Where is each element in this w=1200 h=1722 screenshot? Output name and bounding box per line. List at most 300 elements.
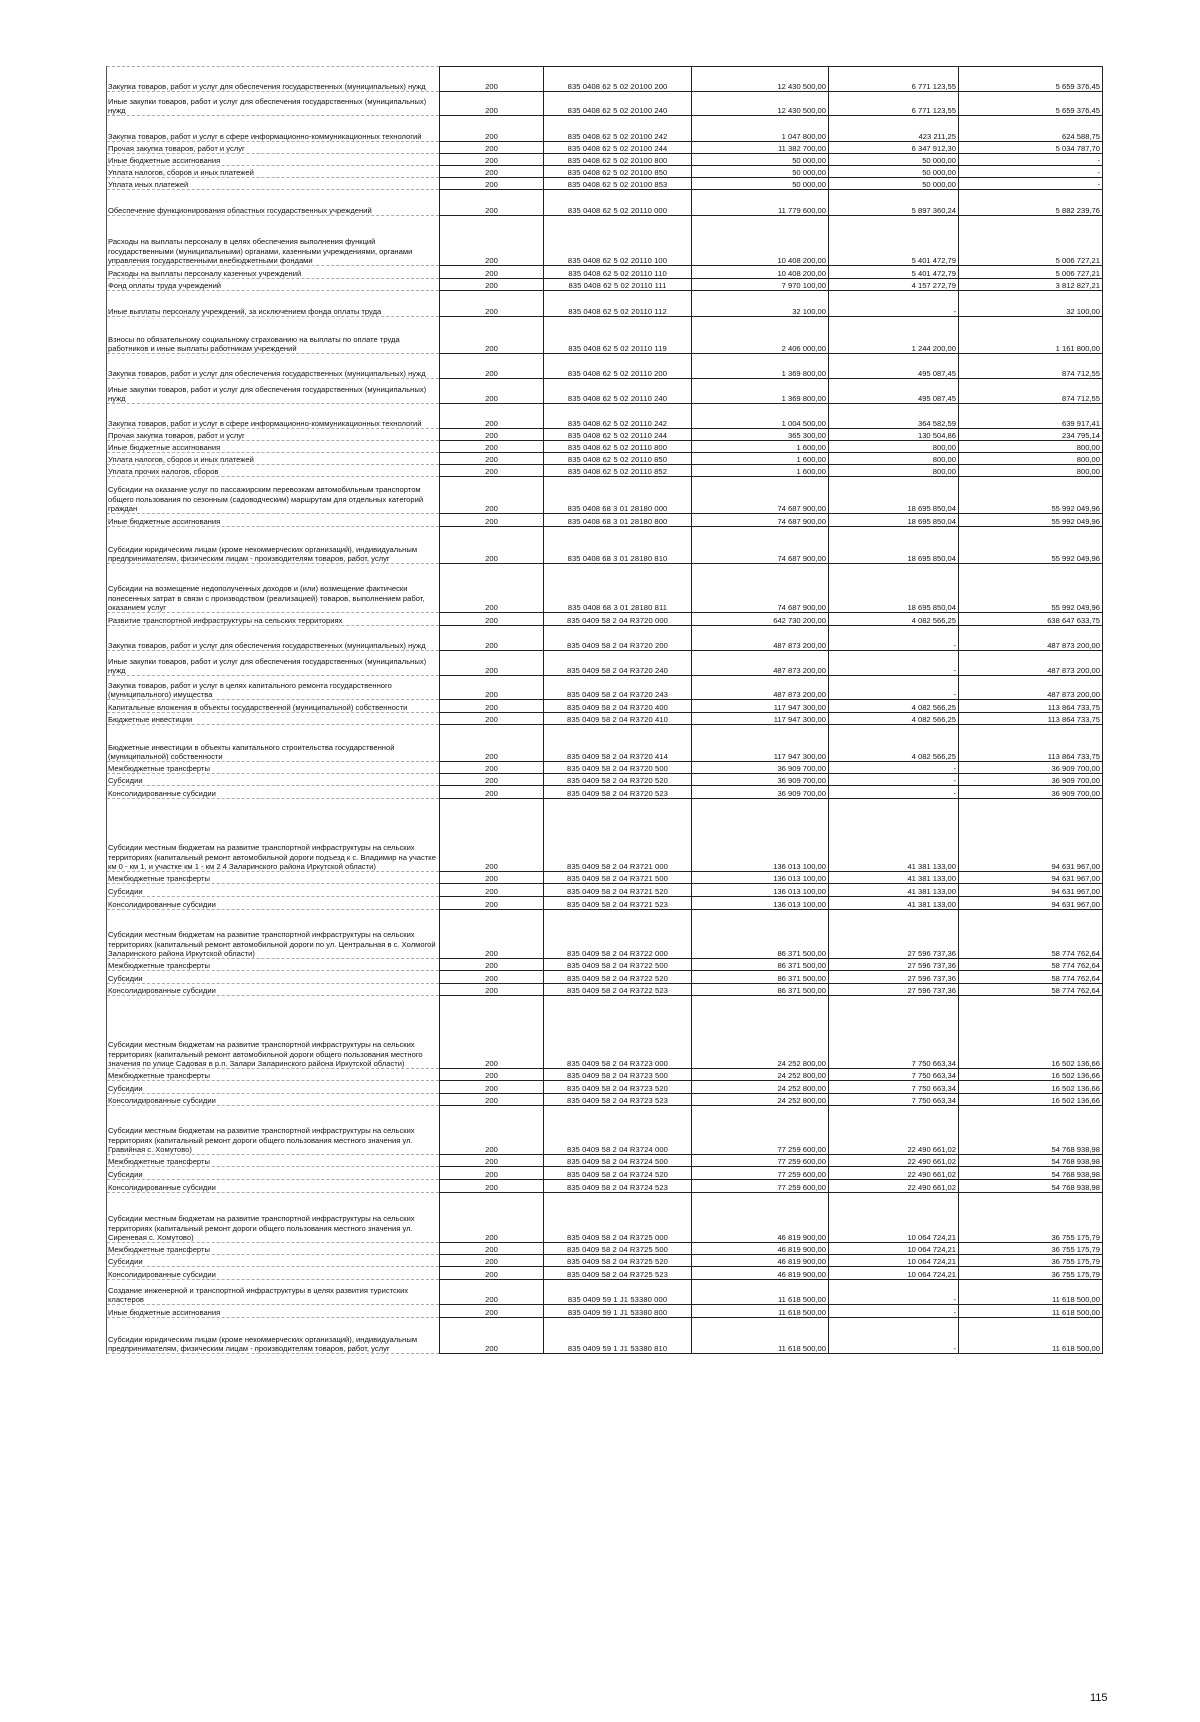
row-unexecuted: 54 768 938,98 — [959, 1155, 1103, 1167]
row-approved: 36 909 700,00 — [692, 774, 829, 786]
row-executed: - — [829, 651, 959, 676]
row-approved: 74 687 900,00 — [692, 477, 829, 514]
row-line-code: 200 — [440, 1318, 544, 1354]
row-executed: 18 695 850,04 — [829, 514, 959, 527]
row-budget-class: 835 0408 62 5 02 20110 111 — [544, 279, 692, 291]
table-row — [107, 67, 1103, 92]
row-unexecuted: 58 774 762,64 — [959, 910, 1103, 959]
row-line-code: 200 — [440, 725, 544, 762]
row-approved: 11 382 700,00 — [692, 142, 829, 154]
table-row — [107, 1255, 1103, 1267]
table-row — [107, 1180, 1103, 1193]
row-budget-class: 835 0408 62 5 02 20110 119 — [544, 317, 692, 354]
table-row — [107, 971, 1103, 984]
row-approved: 74 687 900,00 — [692, 564, 829, 613]
row-executed: 22 490 661,02 — [829, 1180, 959, 1193]
row-approved: 46 819 900,00 — [692, 1267, 829, 1280]
row-unexecuted: 55 992 049,96 — [959, 477, 1103, 514]
row-budget-class: 835 0409 59 1 J1 53380 810 — [544, 1318, 692, 1354]
row-budget-class: 835 0409 59 1 J1 53380 000 — [544, 1280, 692, 1305]
row-name: Межбюджетные трансферты — [107, 1243, 440, 1255]
row-budget-class: 835 0408 68 3 01 28180 811 — [544, 564, 692, 613]
row-budget-class: 835 0408 62 5 02 20110 850 — [544, 453, 692, 465]
row-executed: 22 490 661,02 — [829, 1106, 959, 1155]
row-unexecuted: 3 812 827,21 — [959, 279, 1103, 291]
row-unexecuted: 113 864 733,75 — [959, 700, 1103, 713]
row-approved: 77 259 600,00 — [692, 1167, 829, 1180]
row-name: Расходы на выплаты персоналу в целях обеспечения выполнения функций государственными (муниципальными) органами, казенными учреждениями, органами управления государственными внебюджетными фондами — [107, 216, 440, 266]
row-unexecuted: 874 712,55 — [959, 354, 1103, 379]
row-approved: 117 947 300,00 — [692, 713, 829, 725]
row-approved: 1 600,00 — [692, 441, 829, 453]
row-budget-class: 835 0409 58 2 04 R3720 240 — [544, 651, 692, 676]
row-executed: - — [829, 786, 959, 799]
row-name: Межбюджетные трансферты — [107, 762, 440, 774]
row-line-code: 200 — [440, 1081, 544, 1094]
row-line-code: 200 — [440, 1069, 544, 1081]
row-line-code: 200 — [440, 1280, 544, 1305]
row-unexecuted: 5 659 376,45 — [959, 92, 1103, 116]
row-budget-class: 835 0408 62 5 02 20100 200 — [544, 67, 692, 92]
table-row — [107, 477, 1103, 514]
row-unexecuted: 11 618 500,00 — [959, 1305, 1103, 1318]
row-name: Субсидии — [107, 971, 440, 984]
row-budget-class: 835 0409 58 2 04 R3720 523 — [544, 786, 692, 799]
row-unexecuted: 58 774 762,64 — [959, 984, 1103, 996]
row-budget-class: 835 0408 62 5 02 20110 852 — [544, 465, 692, 477]
row-unexecuted: 800,00 — [959, 453, 1103, 465]
table-row — [107, 216, 1103, 266]
row-unexecuted: 94 631 967,00 — [959, 884, 1103, 897]
row-executed: 18 695 850,04 — [829, 527, 959, 564]
row-approved: 46 819 900,00 — [692, 1193, 829, 1243]
row-budget-class: 835 0409 58 2 04 R3721 523 — [544, 897, 692, 910]
row-executed: 4 157 272,79 — [829, 279, 959, 291]
table-row — [107, 441, 1103, 453]
row-executed: - — [829, 1280, 959, 1305]
row-approved: 365 300,00 — [692, 429, 829, 441]
row-executed: 27 596 737,36 — [829, 910, 959, 959]
row-approved: 487 873 200,00 — [692, 676, 829, 700]
row-line-code: 200 — [440, 216, 544, 266]
row-line-code: 200 — [440, 429, 544, 441]
row-approved: 77 259 600,00 — [692, 1106, 829, 1155]
row-budget-class: 835 0409 58 2 04 R3724 523 — [544, 1180, 692, 1193]
table-row — [107, 1155, 1103, 1167]
row-executed: 7 750 663,34 — [829, 1081, 959, 1094]
row-executed: 7 750 663,34 — [829, 1094, 959, 1106]
row-name: Взносы по обязательному социальному страхованию на выплаты по оплате труда работников и иные выплаты работникам учреждений — [107, 317, 440, 354]
table-row — [107, 564, 1103, 613]
row-name: Закупка товаров, работ и услуг в целях капитального ремонта государственного (муниципального) имущества — [107, 676, 440, 700]
row-budget-class: 835 0408 62 5 02 20110 244 — [544, 429, 692, 441]
row-line-code: 200 — [440, 166, 544, 178]
row-line-code: 200 — [440, 762, 544, 774]
row-executed: 41 381 133,00 — [829, 897, 959, 910]
row-budget-class: 835 0409 58 2 04 R3720 400 — [544, 700, 692, 713]
row-unexecuted: 16 502 136,66 — [959, 1094, 1103, 1106]
row-name: Межбюджетные трансферты — [107, 1069, 440, 1081]
table-row — [107, 92, 1103, 116]
row-name: Субсидии на возмещение недополученных доходов и (или) возмещение фактически понесенных затрат в связи с производством (реализацией) товаров, выполнением работ, оказанием услуг — [107, 564, 440, 613]
row-name: Закупка товаров, работ и услуг для обеспечения государственных (муниципальных) нужд — [107, 67, 440, 92]
row-budget-class: 835 0409 58 2 04 R3721 520 — [544, 884, 692, 897]
row-executed: 800,00 — [829, 453, 959, 465]
row-line-code: 200 — [440, 116, 544, 142]
row-name: Прочая закупка товаров, работ и услуг — [107, 142, 440, 154]
row-executed: 41 381 133,00 — [829, 872, 959, 884]
row-name: Иные выплаты персоналу учреждений, за исключением фонда оплаты труда — [107, 291, 440, 317]
row-line-code: 200 — [440, 453, 544, 465]
row-name: Бюджетные инвестиции в объекты капитального строительства государственной (муниципальной) собственности — [107, 725, 440, 762]
row-executed: 50 000,00 — [829, 166, 959, 178]
row-name: Консолидированные субсидии — [107, 1180, 440, 1193]
table-row — [107, 404, 1103, 429]
row-budget-class: 835 0408 62 5 02 20100 853 — [544, 178, 692, 190]
row-budget-class: 835 0409 58 2 04 R3720 520 — [544, 774, 692, 786]
table-row — [107, 1167, 1103, 1180]
row-approved: 86 371 500,00 — [692, 971, 829, 984]
row-approved: 46 819 900,00 — [692, 1255, 829, 1267]
row-line-code: 200 — [440, 1155, 544, 1167]
table-row — [107, 514, 1103, 527]
table-row — [107, 190, 1103, 216]
row-budget-class: 835 0408 62 5 02 20110 000 — [544, 190, 692, 216]
row-name: Расходы на выплаты персоналу казенных учреждений — [107, 266, 440, 279]
page-number: 115 — [1090, 1692, 1108, 1704]
row-approved: 11 779 600,00 — [692, 190, 829, 216]
row-approved: 24 252 800,00 — [692, 1094, 829, 1106]
row-budget-class: 835 0408 62 5 02 20110 200 — [544, 354, 692, 379]
row-budget-class: 835 0408 68 3 01 28180 800 — [544, 514, 692, 527]
row-executed: 27 596 737,36 — [829, 971, 959, 984]
row-unexecuted: 5 006 727,21 — [959, 216, 1103, 266]
row-approved: 1 369 800,00 — [692, 354, 829, 379]
row-name: Развитие транспортной инфраструктуры на сельских территориях — [107, 613, 440, 626]
row-name: Консолидированные субсидии — [107, 984, 440, 996]
row-line-code: 200 — [440, 626, 544, 651]
row-executed: 22 490 661,02 — [829, 1155, 959, 1167]
row-unexecuted: - — [959, 166, 1103, 178]
row-name: Субсидии юридическим лицам (кроме некоммерческих организаций), индивидуальным предпринимателям, физическим лицам - производителям товаров, работ, услуг — [107, 1318, 440, 1354]
row-name: Уплата прочих налогов, сборов — [107, 465, 440, 477]
row-unexecuted: - — [959, 154, 1103, 166]
row-budget-class: 835 0409 58 2 04 R3721 500 — [544, 872, 692, 884]
row-unexecuted: 5 659 376,45 — [959, 67, 1103, 92]
table-row — [107, 626, 1103, 651]
row-budget-class: 835 0409 58 2 04 R3720 200 — [544, 626, 692, 651]
table-row — [107, 279, 1103, 291]
row-approved: 77 259 600,00 — [692, 1155, 829, 1167]
table-row — [107, 786, 1103, 799]
row-executed: 495 087,45 — [829, 379, 959, 404]
row-name: Субсидии — [107, 1167, 440, 1180]
row-line-code: 200 — [440, 1305, 544, 1318]
row-line-code: 200 — [440, 92, 544, 116]
row-executed: 4 082 566,25 — [829, 725, 959, 762]
row-approved: 10 408 200,00 — [692, 266, 829, 279]
row-budget-class: 835 0408 62 5 02 20110 242 — [544, 404, 692, 429]
row-unexecuted: 36 755 175,79 — [959, 1255, 1103, 1267]
row-executed: 10 064 724,21 — [829, 1193, 959, 1243]
row-name: Иные закупки товаров, работ и услуг для обеспечения государственных (муниципальных) нужд — [107, 92, 440, 116]
row-executed: - — [829, 291, 959, 317]
row-line-code: 200 — [440, 564, 544, 613]
table-row — [107, 1280, 1103, 1305]
row-name: Уплата налогов, сборов и иных платежей — [107, 166, 440, 178]
row-unexecuted: 94 631 967,00 — [959, 872, 1103, 884]
row-line-code: 200 — [440, 379, 544, 404]
row-budget-class: 835 0409 58 2 04 R3722 500 — [544, 959, 692, 971]
row-approved: 12 430 500,00 — [692, 92, 829, 116]
row-name: Фонд оплаты труда учреждений — [107, 279, 440, 291]
row-name: Межбюджетные трансферты — [107, 872, 440, 884]
row-budget-class: 835 0409 58 2 04 R3724 520 — [544, 1167, 692, 1180]
row-approved: 32 100,00 — [692, 291, 829, 317]
row-budget-class: 835 0409 58 2 04 R3725 500 — [544, 1243, 692, 1255]
row-approved: 74 687 900,00 — [692, 514, 829, 527]
row-unexecuted: 55 992 049,96 — [959, 564, 1103, 613]
row-line-code: 200 — [440, 514, 544, 527]
row-line-code: 200 — [440, 317, 544, 354]
table-row — [107, 166, 1103, 178]
row-budget-class: 835 0408 62 5 02 20110 800 — [544, 441, 692, 453]
row-name: Иные бюджетные ассигнования — [107, 1305, 440, 1318]
row-unexecuted: 800,00 — [959, 465, 1103, 477]
table-row — [107, 1305, 1103, 1318]
table-row — [107, 317, 1103, 354]
row-budget-class: 835 0409 58 2 04 R3720 000 — [544, 613, 692, 626]
row-unexecuted: 11 618 500,00 — [959, 1280, 1103, 1305]
row-line-code: 200 — [440, 1243, 544, 1255]
row-executed: 27 596 737,36 — [829, 984, 959, 996]
row-line-code: 200 — [440, 713, 544, 725]
row-approved: 117 947 300,00 — [692, 725, 829, 762]
row-executed: 4 082 566,25 — [829, 700, 959, 713]
table-row — [107, 1243, 1103, 1255]
row-approved: 11 618 500,00 — [692, 1305, 829, 1318]
row-name: Обеспечение функционирования областных государственных учреждений — [107, 190, 440, 216]
row-unexecuted: 58 774 762,64 — [959, 971, 1103, 984]
table-row — [107, 1069, 1103, 1081]
row-unexecuted: 36 755 175,79 — [959, 1243, 1103, 1255]
row-approved: 136 013 100,00 — [692, 897, 829, 910]
row-executed: 22 490 661,02 — [829, 1167, 959, 1180]
row-budget-class: 835 0408 62 5 02 20100 850 — [544, 166, 692, 178]
table-row — [107, 178, 1103, 190]
row-name: Субсидии местным бюджетам на развитие транспортной инфраструктуры на сельских территориях (капитальный ремонт дороги общего пользования местного значения ул. Сиреневая с. Хомутово) — [107, 1193, 440, 1243]
row-line-code: 200 — [440, 291, 544, 317]
row-unexecuted: 5 882 239,76 — [959, 190, 1103, 216]
row-budget-class: 835 0409 58 2 04 R3723 000 — [544, 996, 692, 1069]
table-row — [107, 291, 1103, 317]
row-line-code: 200 — [440, 266, 544, 279]
row-line-code: 200 — [440, 910, 544, 959]
row-line-code: 200 — [440, 142, 544, 154]
row-name: Субсидии — [107, 1081, 440, 1094]
row-executed: 6 771 123,55 — [829, 67, 959, 92]
table-row — [107, 379, 1103, 404]
row-unexecuted: 94 631 967,00 — [959, 799, 1103, 872]
row-name: Субсидии — [107, 1255, 440, 1267]
row-name: Межбюджетные трансферты — [107, 959, 440, 971]
table-body — [107, 67, 1103, 1354]
row-name: Закупка товаров, работ и услуг для обеспечения государственных (муниципальных) нужд — [107, 354, 440, 379]
row-line-code: 200 — [440, 799, 544, 872]
row-line-code: 200 — [440, 984, 544, 996]
row-budget-class: 835 0409 58 2 04 R3724 500 — [544, 1155, 692, 1167]
row-executed: 6 347 912,30 — [829, 142, 959, 154]
row-name: Создание инженерной и транспортной инфраструктуры в целях развития туристских кластеров — [107, 1280, 440, 1305]
row-approved: 487 873 200,00 — [692, 626, 829, 651]
row-line-code: 200 — [440, 884, 544, 897]
table-row — [107, 872, 1103, 884]
row-line-code: 200 — [440, 651, 544, 676]
row-budget-class: 835 0409 58 2 04 R3725 520 — [544, 1255, 692, 1267]
row-approved: 24 252 800,00 — [692, 996, 829, 1069]
row-name: Субсидии на оказание услуг по пассажирским перевозкам автомобильным транспортом общего пользования по сезонным (садоводческим) маршрутам для отдельных категорий граждан — [107, 477, 440, 514]
row-executed: 41 381 133,00 — [829, 884, 959, 897]
row-budget-class: 835 0408 62 5 02 20100 800 — [544, 154, 692, 166]
row-approved: 46 819 900,00 — [692, 1243, 829, 1255]
row-unexecuted: 234 795,14 — [959, 429, 1103, 441]
row-unexecuted: 16 502 136,66 — [959, 996, 1103, 1069]
row-unexecuted: 36 755 175,79 — [959, 1267, 1103, 1280]
row-approved: 86 371 500,00 — [692, 984, 829, 996]
row-budget-class: 835 0408 62 5 02 20110 110 — [544, 266, 692, 279]
row-unexecuted: 58 774 762,64 — [959, 959, 1103, 971]
row-executed: - — [829, 762, 959, 774]
row-unexecuted: 16 502 136,66 — [959, 1069, 1103, 1081]
row-budget-class: 835 0409 58 2 04 R3724 000 — [544, 1106, 692, 1155]
row-approved: 642 730 200,00 — [692, 613, 829, 626]
row-executed: 1 244 200,00 — [829, 317, 959, 354]
row-name: Прочая закупка товаров, работ и услуг — [107, 429, 440, 441]
table-row — [107, 613, 1103, 626]
row-budget-class: 835 0409 58 2 04 R3721 000 — [544, 799, 692, 872]
row-budget-class: 835 0409 58 2 04 R3720 414 — [544, 725, 692, 762]
row-line-code: 200 — [440, 67, 544, 92]
table-row — [107, 884, 1103, 897]
row-unexecuted: 16 502 136,66 — [959, 1081, 1103, 1094]
row-name: Субсидии местным бюджетам на развитие транспортной инфраструктуры на сельских территориях (капитальный ремонт автомобильной дороги по ул. Центральная в с. Холмогой Заларинского района Иркутской области) — [107, 910, 440, 959]
row-name: Иные бюджетные ассигнования — [107, 441, 440, 453]
row-approved: 11 618 500,00 — [692, 1318, 829, 1354]
row-executed: 5 401 472,79 — [829, 216, 959, 266]
row-approved: 2 406 000,00 — [692, 317, 829, 354]
row-approved: 12 430 500,00 — [692, 67, 829, 92]
row-unexecuted: 54 768 938,98 — [959, 1167, 1103, 1180]
row-name: Консолидированные субсидии — [107, 897, 440, 910]
row-budget-class: 835 0409 58 2 04 R3720 500 — [544, 762, 692, 774]
table-row — [107, 713, 1103, 725]
row-approved: 1 600,00 — [692, 453, 829, 465]
row-unexecuted: 94 631 967,00 — [959, 897, 1103, 910]
row-approved: 136 013 100,00 — [692, 884, 829, 897]
table-row — [107, 762, 1103, 774]
row-unexecuted: 874 712,55 — [959, 379, 1103, 404]
row-approved: 1 004 500,00 — [692, 404, 829, 429]
row-budget-class: 835 0409 58 2 04 R3722 520 — [544, 971, 692, 984]
row-line-code: 200 — [440, 971, 544, 984]
table-row — [107, 774, 1103, 786]
row-line-code: 200 — [440, 154, 544, 166]
row-name: Иные закупки товаров, работ и услуг для обеспечения государственных (муниципальных) нужд — [107, 379, 440, 404]
row-approved: 117 947 300,00 — [692, 700, 829, 713]
row-budget-class: 835 0409 58 2 04 R3720 410 — [544, 713, 692, 725]
row-executed: 4 082 566,25 — [829, 713, 959, 725]
row-line-code: 200 — [440, 465, 544, 477]
row-unexecuted: 36 909 700,00 — [959, 786, 1103, 799]
row-name: Консолидированные субсидии — [107, 786, 440, 799]
row-unexecuted: 800,00 — [959, 441, 1103, 453]
row-unexecuted: 55 992 049,96 — [959, 527, 1103, 564]
row-approved: 7 970 100,00 — [692, 279, 829, 291]
row-approved: 36 909 700,00 — [692, 762, 829, 774]
row-budget-class: 835 0408 68 3 01 28180 000 — [544, 477, 692, 514]
table-row — [107, 142, 1103, 154]
row-unexecuted: - — [959, 178, 1103, 190]
row-line-code: 200 — [440, 996, 544, 1069]
row-name: Уплата налогов, сборов и иных платежей — [107, 453, 440, 465]
table-row — [107, 354, 1103, 379]
row-executed: 4 082 566,25 — [829, 613, 959, 626]
row-executed: 800,00 — [829, 441, 959, 453]
row-name: Закупка товаров, работ и услуг в сфере информационно-коммуникационных технологий — [107, 116, 440, 142]
table-row — [107, 799, 1103, 872]
row-line-code: 200 — [440, 1106, 544, 1155]
row-unexecuted: 1 161 800,00 — [959, 317, 1103, 354]
row-budget-class: 835 0408 62 5 02 20100 242 — [544, 116, 692, 142]
row-budget-class: 835 0408 68 3 01 28180 810 — [544, 527, 692, 564]
row-executed: 800,00 — [829, 465, 959, 477]
row-executed: 5 897 360,24 — [829, 190, 959, 216]
row-line-code: 200 — [440, 700, 544, 713]
row-executed: 27 596 737,36 — [829, 959, 959, 971]
row-line-code: 200 — [440, 1267, 544, 1280]
row-line-code: 200 — [440, 1180, 544, 1193]
row-budget-class: 835 0408 62 5 02 20110 112 — [544, 291, 692, 317]
row-line-code: 200 — [440, 786, 544, 799]
row-unexecuted: 638 647 633,75 — [959, 613, 1103, 626]
row-executed: 423 211,25 — [829, 116, 959, 142]
row-budget-class: 835 0409 58 2 04 R3722 523 — [544, 984, 692, 996]
row-line-code: 200 — [440, 178, 544, 190]
row-unexecuted: 5 034 787,70 — [959, 142, 1103, 154]
table-row — [107, 959, 1103, 971]
row-budget-class: 835 0409 58 2 04 R3723 520 — [544, 1081, 692, 1094]
row-line-code: 200 — [440, 676, 544, 700]
table-row — [107, 1106, 1103, 1155]
row-executed: 50 000,00 — [829, 154, 959, 166]
row-executed: 6 771 123,55 — [829, 92, 959, 116]
row-approved: 11 618 500,00 — [692, 1280, 829, 1305]
row-unexecuted: 36 909 700,00 — [959, 762, 1103, 774]
row-line-code: 200 — [440, 1094, 544, 1106]
row-name: Субсидии местным бюджетам на развитие транспортной инфраструктуры на сельских территориях (капитальный ремонт автомобильной дороги общего пользования местного значения по улице Садовая в р.п. Залари Заларинского района Иркутской области) — [107, 996, 440, 1069]
row-executed: - — [829, 676, 959, 700]
row-unexecuted: 487 873 200,00 — [959, 651, 1103, 676]
row-approved: 77 259 600,00 — [692, 1180, 829, 1193]
table-row — [107, 465, 1103, 477]
row-executed: 7 750 663,34 — [829, 1069, 959, 1081]
row-budget-class: 835 0409 59 1 J1 53380 800 — [544, 1305, 692, 1318]
table-row — [107, 1081, 1103, 1094]
row-budget-class: 835 0408 62 5 02 20100 244 — [544, 142, 692, 154]
row-approved: 136 013 100,00 — [692, 872, 829, 884]
row-name: Субсидии местным бюджетам на развитие транспортной инфраструктуры на сельских территориях (капитальный ремонт дороги общего пользования местного значения ул. Гравийная с. Хомутово) — [107, 1106, 440, 1155]
row-unexecuted: 639 917,41 — [959, 404, 1103, 429]
